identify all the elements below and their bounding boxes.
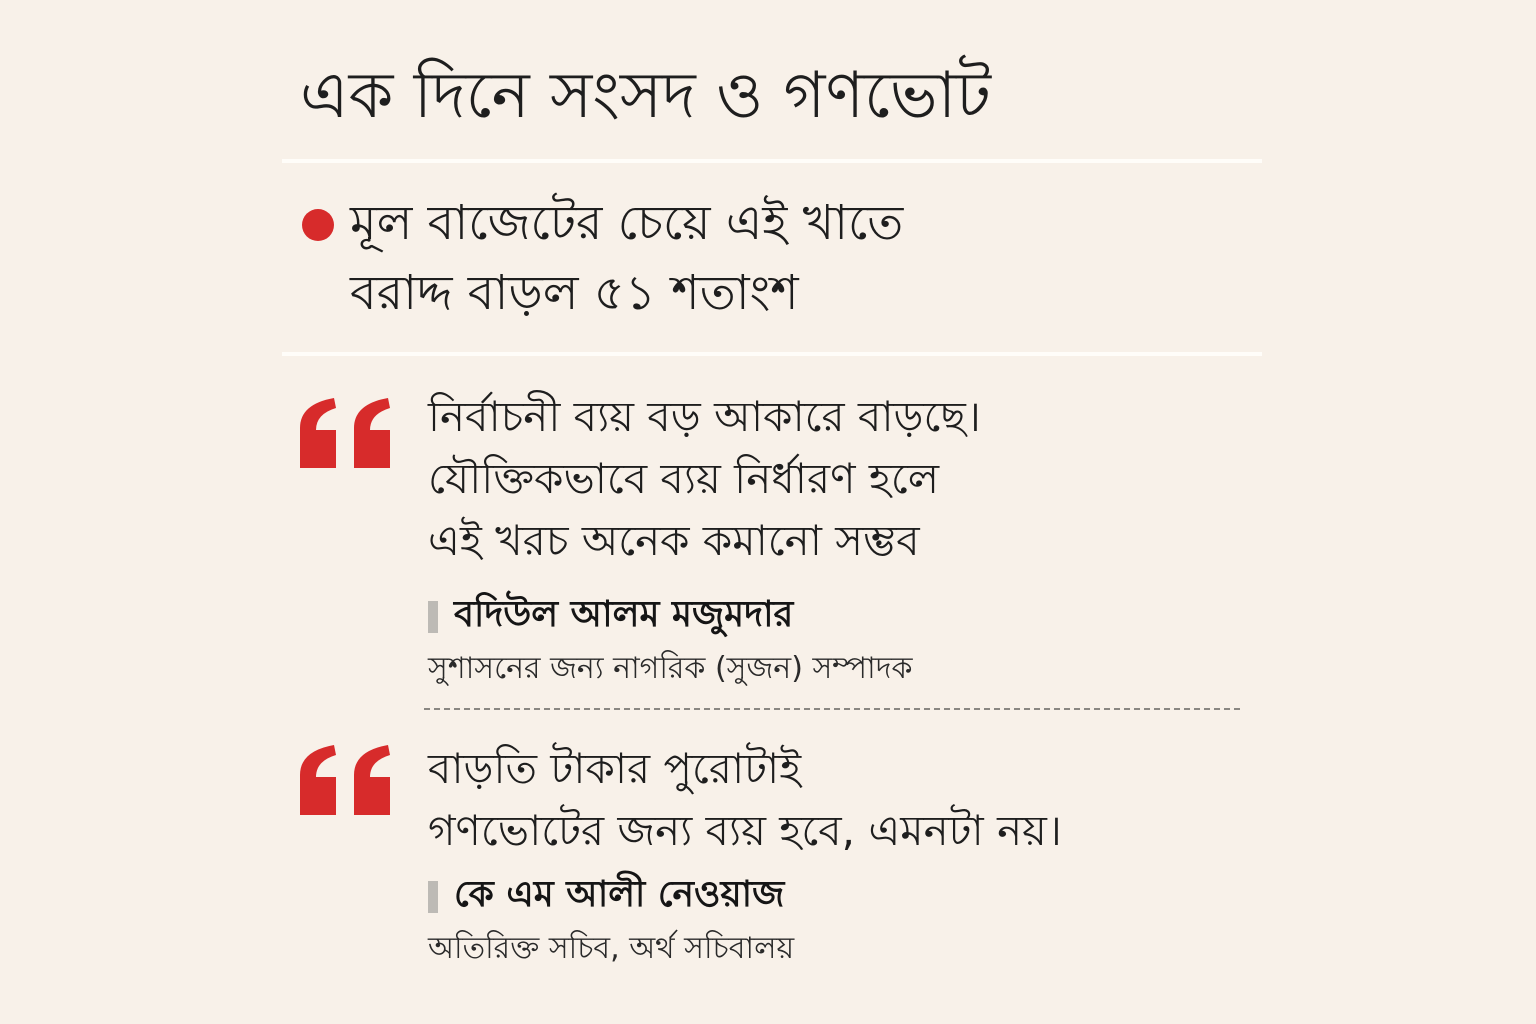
highlight-line: বরাদ্দ বাড়ল ৫১ শতাংশ — [350, 265, 799, 321]
highlight-line: মূল বাজেটের চেয়ে এই খাতে — [350, 195, 904, 251]
quote-attribution — [428, 594, 1228, 692]
quote-mark-icon — [298, 398, 398, 468]
divider-top — [282, 159, 1262, 163]
quote-line: এই খরচ অনেক কমানো সম্ভব — [428, 516, 920, 565]
quote-text — [428, 738, 1248, 862]
quote-line: যৌক্তিকভাবে ব্যয় নির্ধারণ হলে — [428, 454, 940, 503]
quote-line: নির্বাচনী ব্যয় বড় আকারে বাড়ছে। — [428, 392, 981, 441]
attribution-bar — [428, 601, 438, 633]
quote-line: বাড়তি টাকার পুরোটাই — [428, 744, 802, 793]
divider-middle — [282, 352, 1262, 356]
quote-line: গণভোটের জন্য ব্যয় হবে, এমনটা নয়। — [428, 806, 1062, 855]
red-bullet-icon — [302, 209, 334, 241]
speaker-name: বদিউল আলম মজুমদার — [454, 594, 794, 635]
speaker-role: অতিরিক্ত সচিব, অর্থ সচিবালয় — [428, 931, 795, 966]
headline: এক দিনে সংসদ ও গণভোট — [300, 59, 991, 133]
quote-mark-icon — [298, 745, 398, 815]
attribution-bar — [428, 881, 438, 913]
quote-attribution — [428, 874, 1228, 972]
dashed-divider — [424, 708, 1240, 710]
speaker-role: সুশাসনের জন্য নাগরিক (সুজন) সম্পাদক — [428, 651, 913, 686]
speaker-name: কে এম আলী নেওয়াজ — [454, 874, 785, 915]
highlight-statement — [350, 188, 1230, 328]
quote-text — [428, 386, 1248, 572]
